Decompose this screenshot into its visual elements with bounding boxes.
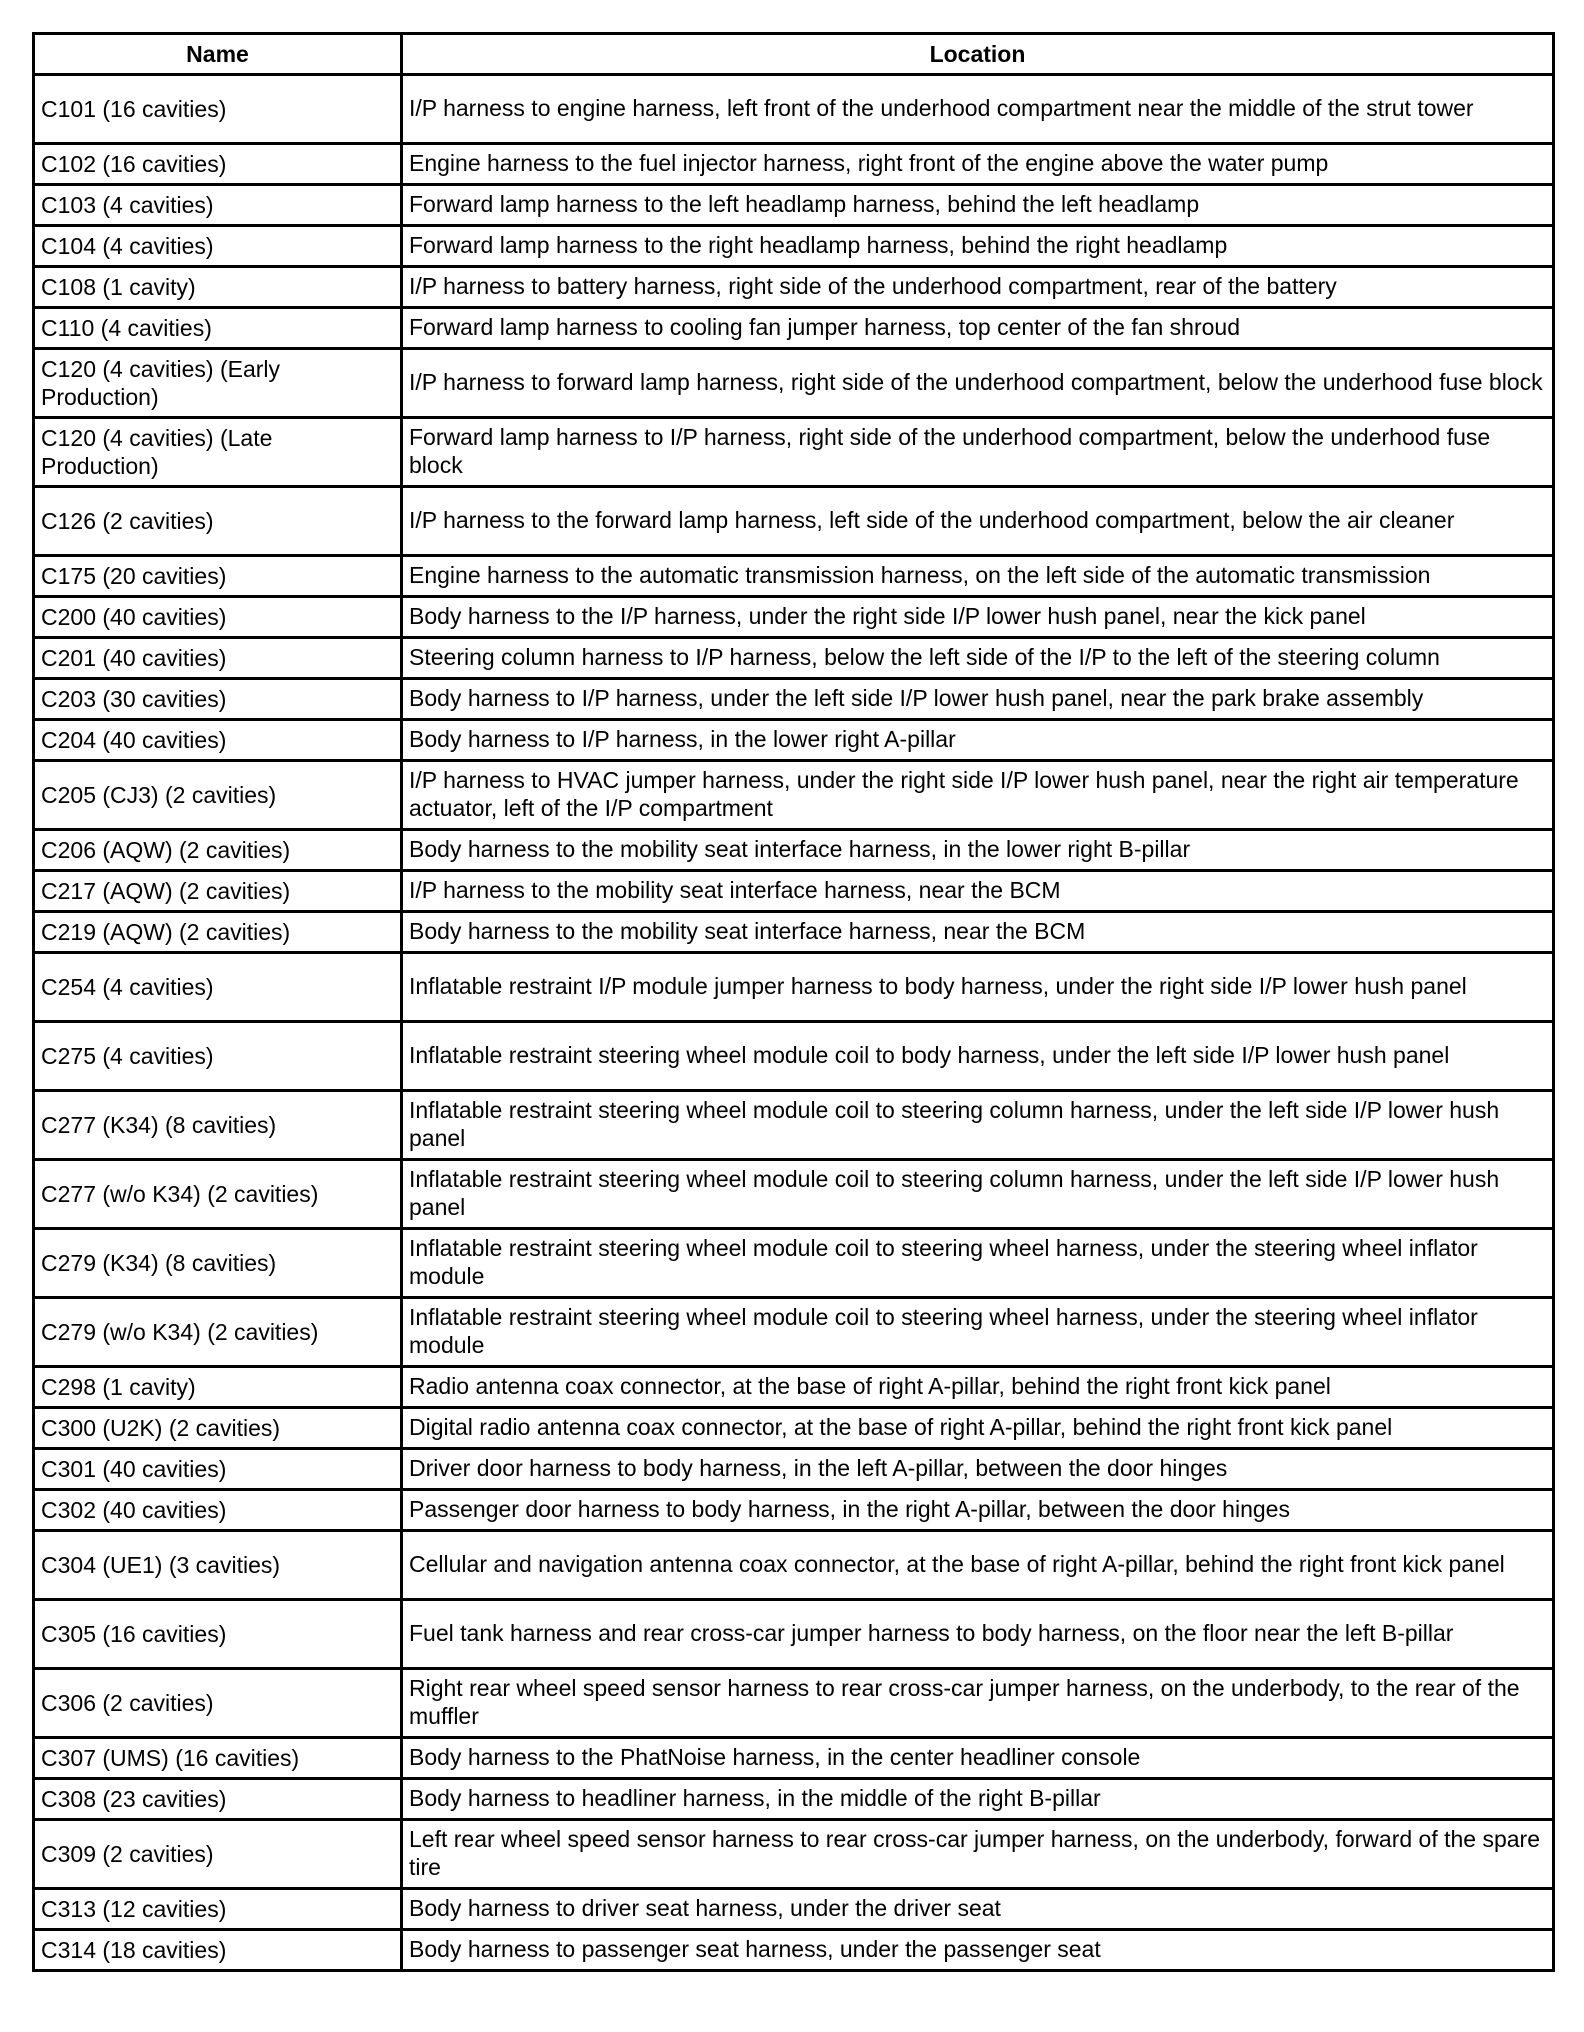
connector-location: Inflatable restraint steering wheel module coil to steering wheel harness, under the steering wheel inflator module (402, 1229, 1554, 1298)
table-row (34, 556, 1554, 597)
connector-name: C103 (4 cavities) (34, 185, 402, 226)
connector-name: C175 (20 cavities) (34, 556, 402, 597)
table-row (34, 144, 1554, 185)
connector-location: I/P harness to the mobility seat interface harness, near the BCM (402, 871, 1554, 912)
table-row (34, 349, 1554, 418)
connector-name: C302 (40 cavities) (34, 1490, 402, 1531)
table-row (34, 830, 1554, 871)
connector-location: Body harness to driver seat harness, under the driver seat (402, 1889, 1554, 1930)
connector-location: I/P harness to HVAC jumper harness, under the right side I/P lower hush panel, near the right air temperature actuator, left of the I/P compartment (402, 761, 1554, 830)
connector-name: C304 (UE1) (3 cavities) (34, 1531, 402, 1600)
connector-location: Body harness to I/P harness, in the lower right A-pillar (402, 720, 1554, 761)
connector-location: Cellular and navigation antenna coax connector, at the base of right A-pillar, behind the right front kick panel (402, 1531, 1554, 1600)
table-row (34, 267, 1554, 308)
connector-name: C205 (CJ3) (2 cavities) (34, 761, 402, 830)
table-row (34, 720, 1554, 761)
table-row (34, 1160, 1554, 1229)
connector-name: C308 (23 cavities) (34, 1779, 402, 1820)
connector-name: C203 (30 cavities) (34, 679, 402, 720)
table-row (34, 1408, 1554, 1449)
table-row (34, 418, 1554, 487)
table-row (34, 761, 1554, 830)
connector-location: Radio antenna coax connector, at the base of right A-pillar, behind the right front kick panel (402, 1367, 1554, 1408)
connector-name: C279 (K34) (8 cavities) (34, 1229, 402, 1298)
table-row (34, 226, 1554, 267)
connector-location: I/P harness to forward lamp harness, right side of the underhood compartment, below the underhood fuse block (402, 349, 1554, 418)
connector-location: Forward lamp harness to cooling fan jumper harness, top center of the fan shroud (402, 308, 1554, 349)
connector-table (32, 32, 1555, 1972)
connector-name: C108 (1 cavity) (34, 267, 402, 308)
connector-location: Engine harness to the fuel injector harness, right front of the engine above the water pump (402, 144, 1554, 185)
table-row (34, 1779, 1554, 1820)
connector-location: Passenger door harness to body harness, in the right A-pillar, between the door hinges (402, 1490, 1554, 1531)
connector-name: C201 (40 cavities) (34, 638, 402, 679)
connector-name: C307 (UMS) (16 cavities) (34, 1738, 402, 1779)
table-row (34, 1490, 1554, 1531)
table-row (34, 912, 1554, 953)
connector-name: C300 (U2K) (2 cavities) (34, 1408, 402, 1449)
table-row (34, 1091, 1554, 1160)
connector-name: C104 (4 cavities) (34, 226, 402, 267)
connector-name: C277 (w/o K34) (2 cavities) (34, 1160, 402, 1229)
connector-name: C309 (2 cavities) (34, 1820, 402, 1889)
connector-location: Body harness to the I/P harness, under the right side I/P lower hush panel, near the kick panel (402, 597, 1554, 638)
connector-name: C306 (2 cavities) (34, 1669, 402, 1738)
connector-name: C101 (16 cavities) (34, 75, 402, 144)
table-row (34, 487, 1554, 556)
connector-location: Right rear wheel speed sensor harness to rear cross-car jumper harness, on the underbody, to the rear of the muffler (402, 1669, 1554, 1738)
connector-name: C217 (AQW) (2 cavities) (34, 871, 402, 912)
connector-location: I/P harness to engine harness, left front of the underhood compartment near the middle of the strut tower (402, 75, 1554, 144)
connector-location: Body harness to I/P harness, under the left side I/P lower hush panel, near the park brake assembly (402, 679, 1554, 720)
table-row (34, 75, 1554, 144)
connector-location: I/P harness to battery harness, right side of the underhood compartment, rear of the battery (402, 267, 1554, 308)
connector-name: C120 (4 cavities) (Late Production) (34, 418, 402, 487)
connector-name: C219 (AQW) (2 cavities) (34, 912, 402, 953)
table-row (34, 1669, 1554, 1738)
connector-name: C102 (16 cavities) (34, 144, 402, 185)
connector-location: Body harness to the mobility seat interface harness, near the BCM (402, 912, 1554, 953)
connector-name: C126 (2 cavities) (34, 487, 402, 556)
connector-location: Forward lamp harness to the right headlamp harness, behind the right headlamp (402, 226, 1554, 267)
connector-name: C110 (4 cavities) (34, 308, 402, 349)
connector-name: C200 (40 cavities) (34, 597, 402, 638)
table-row (34, 1820, 1554, 1889)
column-header-name: Name (34, 34, 402, 75)
table-row (34, 871, 1554, 912)
connector-name: C314 (18 cavities) (34, 1930, 402, 1971)
connector-location: Inflatable restraint steering wheel module coil to body harness, under the left side I/P lower hush panel (402, 1022, 1554, 1091)
table-row (34, 1889, 1554, 1930)
connector-location: Digital radio antenna coax connector, at the base of right A-pillar, behind the right front kick panel (402, 1408, 1554, 1449)
table-row (34, 1531, 1554, 1600)
table-row (34, 1229, 1554, 1298)
connector-name: C313 (12 cavities) (34, 1889, 402, 1930)
table-row (34, 1367, 1554, 1408)
connector-name: C275 (4 cavities) (34, 1022, 402, 1091)
table-row (34, 1600, 1554, 1669)
table-row (34, 1298, 1554, 1367)
connector-location: Fuel tank harness and rear cross-car jumper harness to body harness, on the floor near the left B-pillar (402, 1600, 1554, 1669)
connector-name: C120 (4 cavities) (Early Production) (34, 349, 402, 418)
table-row (34, 1022, 1554, 1091)
connector-name: C206 (AQW) (2 cavities) (34, 830, 402, 871)
connector-location: Body harness to the mobility seat interface harness, in the lower right B-pillar (402, 830, 1554, 871)
connector-name: C279 (w/o K34) (2 cavities) (34, 1298, 402, 1367)
connector-location: Body harness to headliner harness, in the middle of the right B-pillar (402, 1779, 1554, 1820)
connector-location: Forward lamp harness to the left headlamp harness, behind the left headlamp (402, 185, 1554, 226)
connector-name: C301 (40 cavities) (34, 1449, 402, 1490)
table-row (34, 597, 1554, 638)
table-row (34, 638, 1554, 679)
table-row (34, 953, 1554, 1022)
connector-location: Forward lamp harness to I/P harness, right side of the underhood compartment, below the underhood fuse block (402, 418, 1554, 487)
connector-name: C277 (K34) (8 cavities) (34, 1091, 402, 1160)
connector-name: C305 (16 cavities) (34, 1600, 402, 1669)
column-header-location: Location (402, 34, 1554, 75)
connector-location: Inflatable restraint I/P module jumper harness to body harness, under the right side I/P lower hush panel (402, 953, 1554, 1022)
connector-location: Body harness to the PhatNoise harness, in the center headliner console (402, 1738, 1554, 1779)
table-row (34, 185, 1554, 226)
table-row (34, 308, 1554, 349)
table-row (34, 1738, 1554, 1779)
connector-location: Steering column harness to I/P harness, below the left side of the I/P to the left of the steering column (402, 638, 1554, 679)
connector-location: Driver door harness to body harness, in the left A-pillar, between the door hinges (402, 1449, 1554, 1490)
table-header-row (34, 34, 1554, 75)
connector-location: Left rear wheel speed sensor harness to rear cross-car jumper harness, on the underbody, forward of the spare tire (402, 1820, 1554, 1889)
table-row (34, 679, 1554, 720)
table-row (34, 1930, 1554, 1971)
connector-location: Inflatable restraint steering wheel module coil to steering wheel harness, under the steering wheel inflator module (402, 1298, 1554, 1367)
table-row (34, 1449, 1554, 1490)
connector-name: C204 (40 cavities) (34, 720, 402, 761)
connector-location: Inflatable restraint steering wheel module coil to steering column harness, under the left side I/P lower hush panel (402, 1091, 1554, 1160)
connector-location: Engine harness to the automatic transmission harness, on the left side of the automatic transmission (402, 556, 1554, 597)
connector-location: Inflatable restraint steering wheel module coil to steering column harness, under the left side I/P lower hush panel (402, 1160, 1554, 1229)
connector-name: C298 (1 cavity) (34, 1367, 402, 1408)
connector-location: Body harness to passenger seat harness, under the passenger seat (402, 1930, 1554, 1971)
connector-location: I/P harness to the forward lamp harness, left side of the underhood compartment, below the air cleaner (402, 487, 1554, 556)
connector-name: C254 (4 cavities) (34, 953, 402, 1022)
